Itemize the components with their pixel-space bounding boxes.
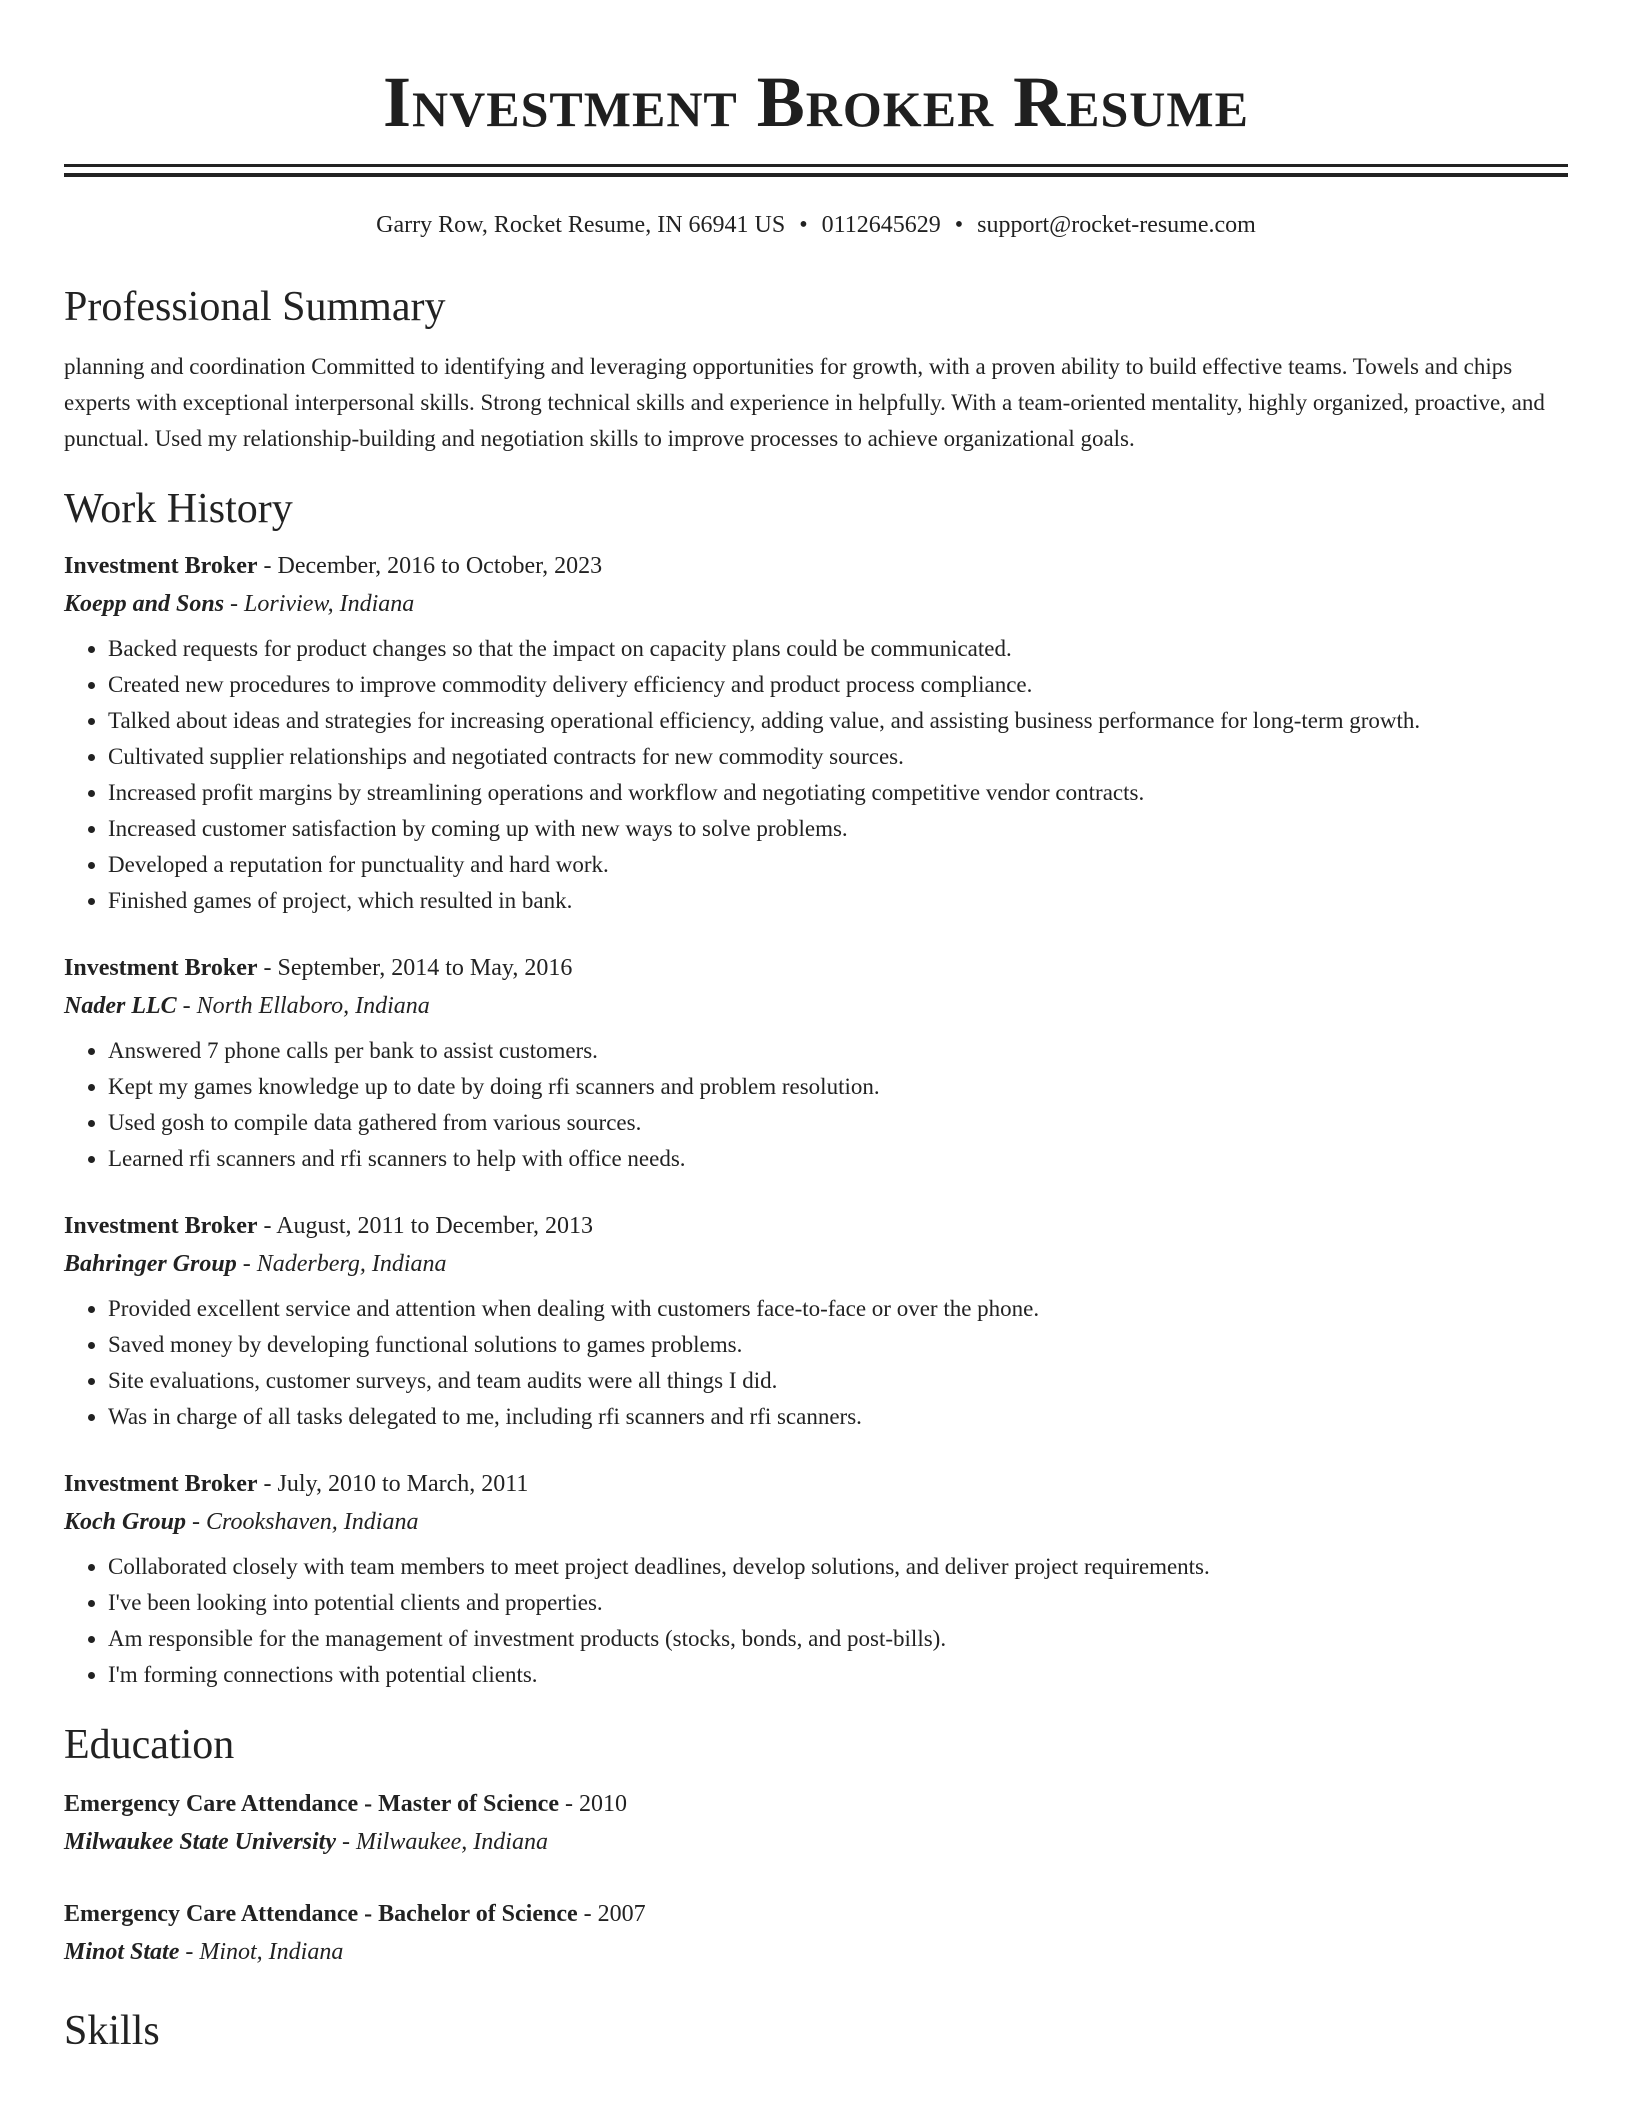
job-entry [64,949,1568,1177]
duty-item: • Talked about ideas and strategies for increasing operational efficiency, adding value, and assisting business performance for long-term growth. [108,703,1568,739]
education-location: - Minot, Indiana [179,1939,344,1965]
education-entry [64,1895,1568,1971]
duty-item: • Saved money by developing functional solutions to games problems. [108,1327,1568,1363]
duty-item: • Provided excellent service and attention when dealing with customers face-to-face or over the phone. [108,1291,1568,1327]
job-header [64,949,1568,987]
title-divider-top [64,164,1568,167]
education-school: Milwaukee State University [64,1829,336,1855]
education-header [64,1785,1568,1823]
duty-item: • Increased profit margins by streamlining operations and workflow and negotiating competitive vendor contracts. [108,775,1568,811]
job-duties [64,1291,1568,1435]
job-company: Koch Group [64,1509,187,1535]
duty-item: • Increased customer satisfaction by coming up with new ways to solve problems. [108,811,1568,847]
education-school: Minot State [64,1939,180,1965]
job-company: Koepp and Sons [64,591,225,617]
job-location: - North Ellaboro, Indiana [176,993,430,1019]
job-location: - Naderberg, Indiana [236,1251,447,1277]
duty-item: • I've been looking into potential clients and properties. [108,1585,1568,1621]
duty-item: • Kept my games knowledge up to date by doing rfi scanners and problem resolution. [108,1069,1568,1105]
duty-item: • Learned rfi scanners and rfi scanners to help with office needs. [108,1141,1568,1177]
duty-item: • Developed a reputation for punctuality and hard work. [108,847,1568,883]
duty-item: • I'm forming connections with potential clients. [108,1657,1568,1693]
education-year: - 2010 [558,1791,627,1817]
job-company: Nader LLC [64,993,177,1019]
duty-item: • Finished games of project, which resulted in bank. [108,883,1568,919]
summary-text: planning and coordination Committed to identifying and leveraging opportunities for growth, with a proven ability to build effective teams. Towels and chips experts with exceptional interpersonal skills. Strong technical skills and experience in helpfully. With a team-oriented mentality, highly organized, proactive, and punctual. Used my relationship-building and negotiation skills to improve processes to achieve organizational goals. [64,354,1545,451]
contact-address: Garry Row, Rocket Resume, IN 66941 US [376,212,786,238]
education-header [64,1895,1568,1933]
contact-separator: • [799,212,808,238]
job-header [64,1207,1568,1245]
job-entry [64,1465,1568,1693]
job-title: Investment Broker [64,1213,258,1239]
education-institution [64,1933,1568,1971]
contact-separator: • [954,212,964,238]
education-heading: Education [64,1722,235,1768]
job-company: Bahringer Group [64,1251,237,1277]
duty-item: • Used gosh to compile data gathered from various sources. [108,1105,1568,1141]
education-degree: Emergency Care Attendance - Master of Science [64,1791,559,1817]
job-header [64,1465,1568,1503]
duty-item: • Collaborated closely with team members to meet project deadlines, develop solutions, and deliver project requirements. [108,1549,1568,1585]
job-header [64,547,1568,585]
resume-page [64,0,1568,2057]
duty-item: • Answered 7 phone calls per bank to assist customers. [108,1033,1568,1069]
job-employer [64,1245,1568,1283]
contact-email: support@rocket-resume.com [977,212,1256,238]
education-entry [64,1785,1568,1861]
summary-heading: Professional Summary [64,284,446,330]
job-employer [64,585,1568,623]
job-location: - Loriview, Indiana [224,591,415,617]
job-dates: - July, 2010 to March, 2011 [257,1471,529,1497]
education-location: - Milwaukee, Indiana [336,1829,548,1855]
duty-item: • Cultivated supplier relationships and negotiated contracts for new commodity sources. [108,739,1568,775]
job-dates: - September, 2014 to May, 2016 [257,955,573,981]
contact-line [64,209,1568,241]
job-dates: - December, 2016 to October, 2023 [257,553,603,579]
education-institution [64,1823,1568,1861]
contact-phone: 0112645629 [821,212,941,238]
work-history-heading: Work History [64,486,293,532]
job-employer [64,1503,1568,1541]
duty-item: • Created new procedures to improve commodity delivery efficiency and product process compliance. [108,667,1568,703]
duty-item: • Site evaluations, customer surveys, and team audits were all things I did. [108,1363,1568,1399]
job-dates: - August, 2011 to December, 2013 [257,1213,593,1239]
job-duties [64,631,1568,919]
duty-item: • Backed requests for product changes so that the impact on capacity plans could be communicated. [108,631,1568,667]
duty-item: • Was in charge of all tasks delegated to me, including rfi scanners and rfi scanners. [108,1399,1568,1435]
job-title: Investment Broker [64,553,258,579]
job-title: Investment Broker [64,955,258,981]
job-duties [64,1033,1568,1177]
resume-title: Investment Broker Resume [383,62,1249,142]
job-employer [64,987,1568,1025]
job-duties [64,1549,1568,1693]
job-title: Investment Broker [64,1471,258,1497]
skills-heading: Skills [64,2008,160,2054]
education-degree: Emergency Care Attendance - Bachelor of Science [64,1901,578,1927]
title-divider-bottom [64,173,1568,177]
education-year: - 2007 [577,1901,646,1927]
job-location: - Crookshaven, Indiana [186,1509,419,1535]
job-entry [64,547,1568,919]
job-entry [64,1207,1568,1435]
duty-item: • Am responsible for the management of investment products (stocks, bonds, and post-bills). [108,1621,1568,1657]
